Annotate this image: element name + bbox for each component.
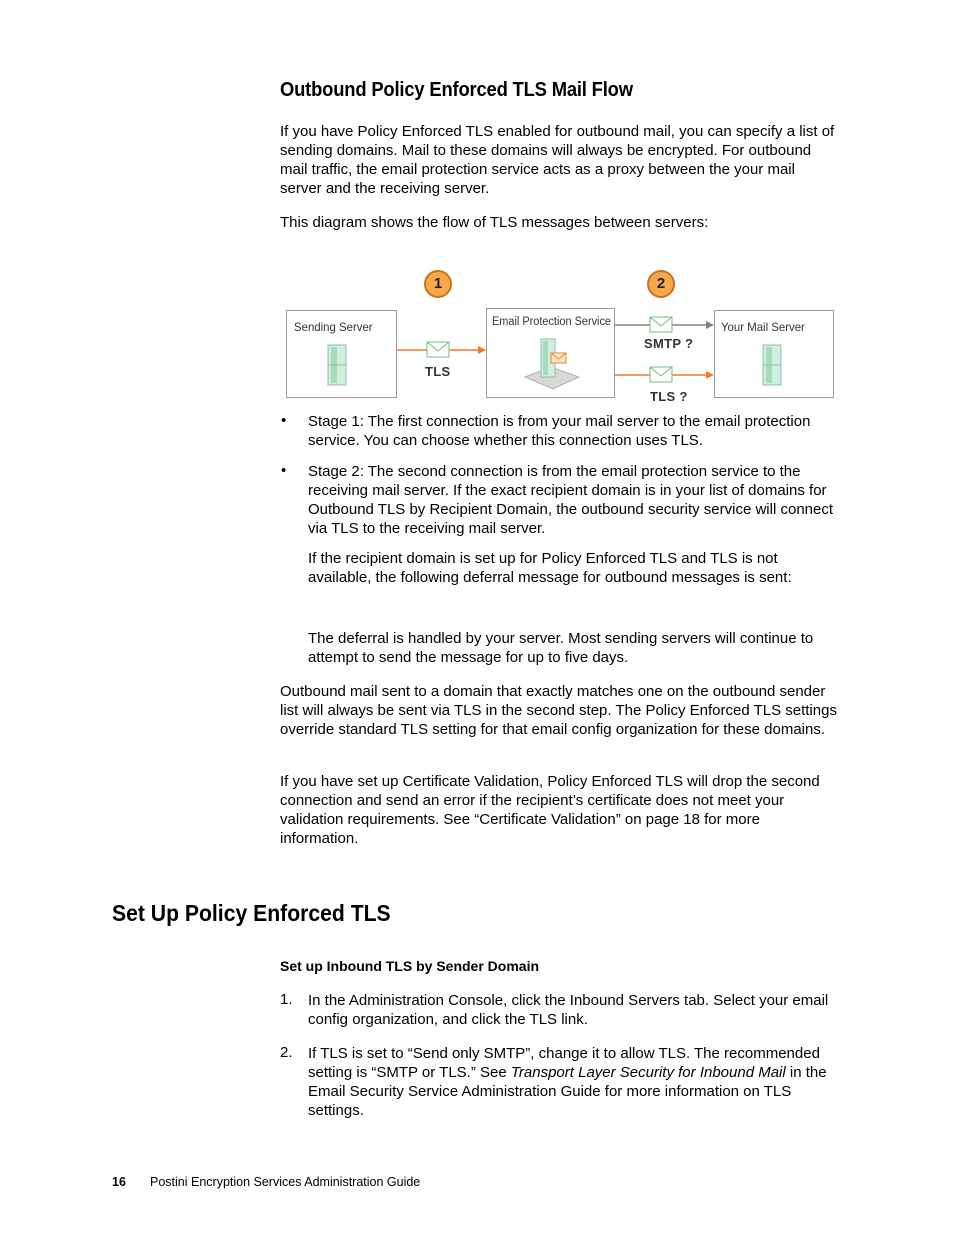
stage-1-marker: 1 bbox=[424, 270, 452, 298]
deferral-note: The deferral is handled by your server. Most sending servers will continue to attempt to send the message for up to five days. bbox=[308, 630, 814, 666]
smtp-question-label: SMTP ? bbox=[644, 336, 694, 351]
step-2-text-a: If TLS is set to “Send only SMTP”, change it to allow TLS. The recommended setting is “SMTP or TLS.” See bbox=[308, 1045, 820, 1081]
guide-reference: Transport Layer Security for Inbound Mail bbox=[510, 1064, 786, 1081]
email-protection-label: Email Protection Service bbox=[492, 316, 612, 328]
envelope-icon bbox=[650, 317, 672, 332]
bullet-marker: • bbox=[281, 412, 287, 429]
outbound-paragraph: Outbound mail sent to a domain that exactly matches one on the outbound sender list will always be sent via TLS in the second step. The Policy Enforced TLS settings override standard TLS setting for that email config organization for these domains. bbox=[280, 683, 837, 738]
section-heading: Set Up Policy Enforced TLS bbox=[112, 900, 391, 926]
tls-label: TLS bbox=[425, 364, 451, 379]
step-number: 1. bbox=[280, 991, 293, 1008]
step-1-text: In the Administration Console, click the Inbound Servers tab. Select your email config organization, and click the TLS link. bbox=[308, 992, 829, 1028]
envelope-icon bbox=[650, 367, 672, 382]
tls-question-label: TLS ? bbox=[650, 389, 688, 404]
deferral-intro: If the recipient domain is set up for Policy Enforced TLS and TLS is not available, the following deferral message for outbound messages is sent: bbox=[308, 550, 792, 586]
bullet-marker: • bbox=[281, 462, 287, 479]
certificate-paragraph: If you have set up Certificate Validation, Policy Enforced TLS will drop the second connection and send an error if the recipient’s certificate does not meet your validation requirements. See “Certificate Validation” on page 18 for more information. bbox=[280, 773, 820, 847]
tls-flow-diagram bbox=[280, 262, 840, 404]
intro-paragraph: If you have Policy Enforced TLS enabled for outbound mail, you can specify a list of sending domains. Mail to these domains will always be encrypted. For outbound mail traffic, the email protection service acts as a proxy between the your mail server and the receiving server. bbox=[280, 123, 835, 197]
subsection-heading: Set up Inbound TLS by Sender Domain bbox=[280, 958, 540, 974]
step-2-text-b: in the Email Security Service Administration Guide for more information on TLS settings. bbox=[308, 1064, 827, 1119]
step-number: 2. bbox=[280, 1044, 293, 1061]
stage-2-bullet: Stage 2: The second connection is from the email protection service to the receiving mail server. If the exact recipient domain is in your list of domains for Outbound TLS by Recipient Domain, the outbound security service will connect via TLS to the receiving mail server. bbox=[308, 463, 834, 537]
step-2-text bbox=[308, 1044, 843, 1120]
flow-arrows bbox=[280, 262, 840, 404]
stage-2-marker: 2 bbox=[647, 270, 675, 298]
footer-title: Postini Encryption Services Administration Guide bbox=[150, 1175, 421, 1189]
sending-server-label: Sending Server bbox=[294, 320, 373, 334]
section-heading: Outbound Policy Enforced TLS Mail Flow bbox=[280, 79, 633, 101]
page-number: 16 bbox=[112, 1175, 126, 1189]
diagram-intro: This diagram shows the flow of TLS messages between servers: bbox=[280, 214, 709, 231]
your-mail-server-label: Your Mail Server bbox=[721, 320, 805, 334]
envelope-icon bbox=[427, 342, 449, 357]
stage-1-bullet: Stage 1: The first connection is from your mail server to the email protection service. You can choose whether this connection uses TLS. bbox=[308, 413, 811, 449]
